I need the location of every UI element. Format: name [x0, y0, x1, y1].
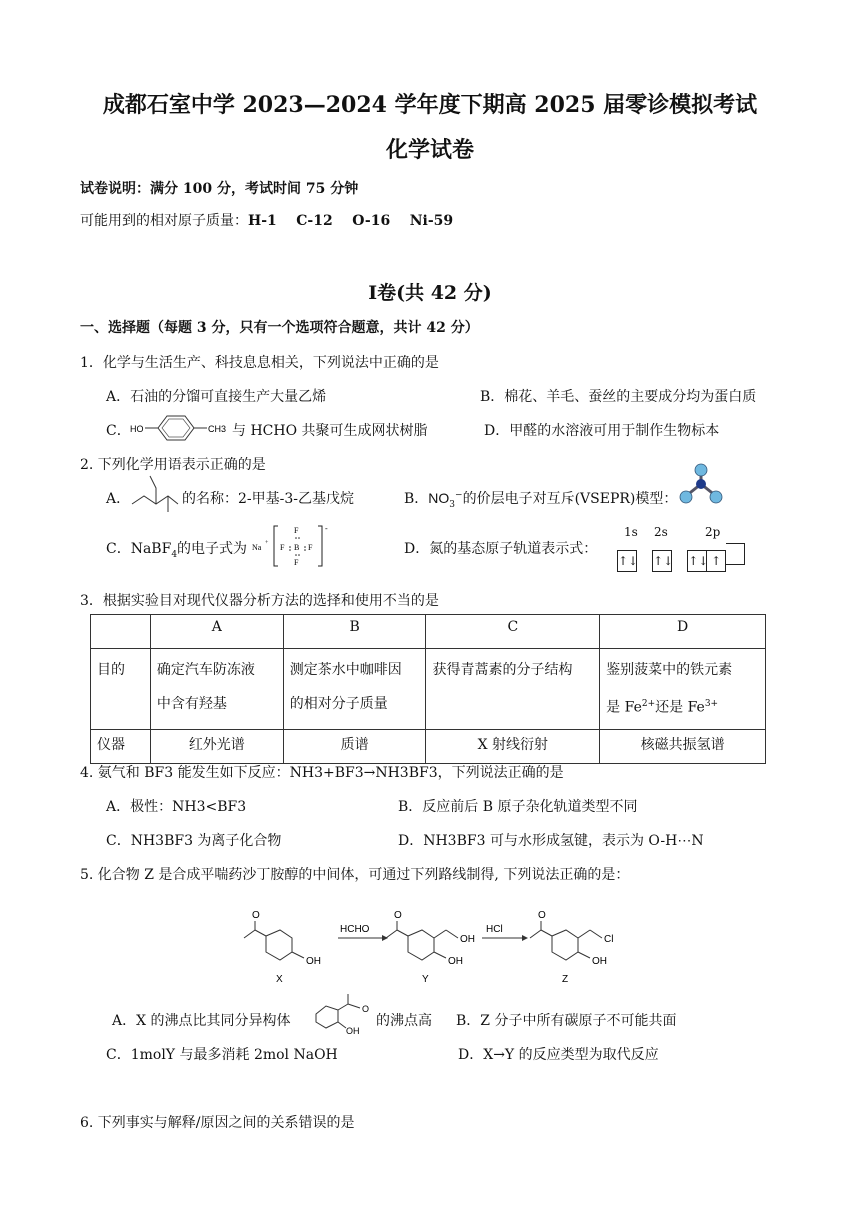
o-hydroxyacetophenone-structure-icon	[312, 990, 376, 1036]
exam-subtitle: 化学试卷	[385, 137, 474, 163]
q2-option-c-sub: 4	[171, 549, 178, 560]
orbital-label-2s: 2s	[654, 525, 668, 539]
row-label-instrument: 仪器	[91, 729, 151, 763]
svg-text:OH: OH	[460, 934, 475, 945]
skeletal-alkane-structure-icon	[130, 470, 182, 516]
purpose-a-line2: 中含有羟基	[156, 696, 227, 712]
table-cell	[150, 649, 283, 730]
na-charge: +	[265, 540, 269, 546]
orbital-diagram	[617, 543, 745, 572]
compound-y-structure	[386, 910, 475, 985]
purpose-d-line2: 是 $Fe^{2+}$还是 $Fe^{3+}$	[606, 699, 719, 716]
q2-option-c	[106, 538, 247, 560]
nitrate-formula: NO	[428, 490, 450, 506]
table-header-row	[91, 615, 766, 649]
exam-title: 成都石室中学 2023—2024 学年度下期高 2025 届零诊模拟考试	[102, 92, 758, 118]
q4-option-a: A．极性：NH3<BF3	[106, 799, 247, 815]
q5-option-c: C．1molY 与最多消耗 2mol NaOH	[106, 1047, 338, 1063]
table-cell: 核磁共振氢谱	[600, 729, 766, 763]
atomic-masses-values: H-1 C-12 O-16 Ni-59	[248, 213, 454, 229]
table-cell	[426, 649, 600, 730]
q1-option-d: D．甲醛的水溶液可用于制作生物标本	[484, 423, 720, 439]
table-row	[91, 649, 766, 730]
atomic-masses-prefix: 可能用到的相对原子质量：	[80, 213, 248, 229]
table-cell	[283, 649, 426, 730]
anion-charge: -	[325, 524, 328, 533]
table-cell: 红外光谱	[150, 729, 283, 763]
table-header-cell: C	[426, 615, 600, 649]
orbital-label-1s: 1s	[624, 525, 638, 539]
reaction-scheme-diagram	[236, 902, 656, 990]
q3-table	[90, 614, 766, 764]
table-header-cell: A	[150, 615, 283, 649]
nitrate-sub: 3	[449, 499, 456, 510]
orbital-box-2s: ↑↓	[652, 550, 672, 572]
f-right: F	[308, 543, 313, 552]
nabf4-electron-formula-icon	[252, 522, 332, 570]
b-center: B	[294, 543, 300, 552]
purpose-c-line1: 获得青蒿素的分子结构	[432, 662, 573, 678]
q4-option-b: B．反应前后 B 原子杂化轨道类型不同	[398, 799, 638, 815]
svg-text:OH: OH	[448, 956, 463, 967]
q5-option-b: B．Z 分子中所有碳原子不可能共面	[456, 1013, 677, 1029]
orbital-box-2p-1: ↑↓	[687, 550, 707, 572]
q2-option-c-prefix: C．NaBF	[106, 541, 172, 557]
purpose-d-line1: 鉴别菠菜中的铁元素	[606, 662, 733, 678]
table-cell	[600, 649, 766, 730]
purpose-b-line1: 测定茶水中咖啡因	[289, 662, 402, 678]
section-instructions: 一、选择题（每题 3 分，只有一个选项符合题意，共计 42 分）	[80, 320, 479, 336]
table-header-cell	[91, 615, 151, 649]
f-top: F	[294, 526, 299, 535]
q1-stem: 1．化学与生活生产、科技息息相关，下列说法中正确的是	[80, 355, 439, 371]
q1-option-c-text: 与 HCHO 共聚可生成网状树脂	[232, 423, 428, 439]
q5-stem: 5. 化合物 Z 是合成平喘药沙丁胺醇的中间体，可通过下列路线制得, 下列说法正确的是：	[80, 867, 630, 883]
label-z: Z	[562, 974, 569, 985]
orbital-box-2p-2: ↑	[707, 550, 726, 572]
na-label: Na	[252, 543, 262, 552]
p-cresol-structure-icon	[128, 411, 232, 445]
q2-option-b-prefix: B．	[404, 491, 429, 507]
compound-x-structure	[244, 910, 321, 985]
q5-option-d: D．X→Y 的反应类型为取代反应	[458, 1047, 659, 1063]
section-title: Ⅰ卷(共 42 分)	[368, 282, 492, 304]
exam-note: 试卷说明：满分 100 分，考试时间 75 分钟	[80, 181, 359, 197]
compound-z-structure	[530, 910, 613, 985]
reagent-hcho: HCHO	[340, 924, 370, 935]
q1-option-a: A．石油的分馏可直接生产大量乙烯	[106, 389, 327, 405]
label-y: Y	[422, 974, 429, 985]
f-bottom: F	[294, 558, 299, 567]
q2-option-d: D．氮的基态原子轨道表示式：	[404, 541, 598, 557]
q5-option-a-prefix: A．X 的沸点比其同分异构体	[112, 1013, 291, 1029]
q2-option-b-text: 的价层电子对互斥(VSEPR)模型：	[462, 491, 678, 507]
purpose-b-line2: 的相对分子质量	[289, 696, 388, 712]
table-header-cell: B	[283, 615, 426, 649]
table-header-cell: D	[600, 615, 766, 649]
q2-stem: 2. 下列化学用语表示正确的是	[80, 457, 266, 473]
svg-text:O: O	[362, 1004, 370, 1014]
label-x: X	[276, 974, 283, 985]
reagent-hcl: HCl	[486, 924, 503, 935]
q6-stem: 6. 下列事实与解释/原因之间的关系错误的是	[80, 1115, 355, 1131]
table-cell: X 射线衍射	[426, 729, 600, 763]
orbital-label-2p: 2p	[705, 525, 721, 539]
svg-text:O: O	[538, 910, 546, 921]
row-label-purpose: 目的	[91, 649, 151, 730]
vsepr-model-icon	[676, 462, 726, 508]
q3-stem: 3．根据实验目对现代仪器分析方法的选择和使用不当的是	[80, 593, 439, 609]
atomic-masses-line	[80, 210, 453, 230]
table-row	[91, 729, 766, 763]
f-left: F	[280, 543, 285, 552]
svg-text:O: O	[252, 910, 260, 921]
svg-text:Cl: Cl	[604, 934, 614, 945]
svg-text:OH: OH	[346, 1026, 360, 1036]
q4-option-c: C．NH3BF3 为离子化合物	[106, 833, 282, 849]
q4-stem: 4. 氨气和 BF3 能发生如下反应：NH3+BF3→NH3BF3，下列说法正确的是	[80, 765, 564, 781]
q1-option-b: B．棉花、羊毛、蚕丝的主要成分均为蛋白质	[480, 389, 757, 405]
q1-option-c	[106, 420, 131, 440]
orbital-box-1s: ↑↓	[617, 550, 637, 572]
q1-option-c-prefix: C．	[106, 423, 131, 439]
q5-option-a-text: 的沸点高	[376, 1013, 432, 1029]
p-cresol-ch3-label: CH3	[208, 424, 227, 434]
q2-option-b	[404, 488, 677, 510]
table-cell: 质谱	[283, 729, 426, 763]
q4-option-d: D．NH3BF3 可与水形成氢键，表示为 O-H⋯N	[398, 833, 704, 849]
orbital-box-2p-3	[726, 543, 745, 565]
nitrate-sup: −	[455, 490, 463, 501]
q2-option-a-prefix: A．	[106, 491, 131, 507]
q2-option-c-text: 的电子式为	[177, 541, 248, 557]
svg-text:O: O	[394, 910, 402, 921]
svg-text:OH: OH	[592, 956, 607, 967]
q2-option-a-text: 的名称：2-甲基-3-乙基戊烷	[182, 491, 355, 507]
p-cresol-ho-label: HO	[130, 424, 144, 434]
svg-text:OH: OH	[306, 956, 321, 967]
purpose-a-line1: 确定汽车防冻液	[156, 662, 255, 678]
